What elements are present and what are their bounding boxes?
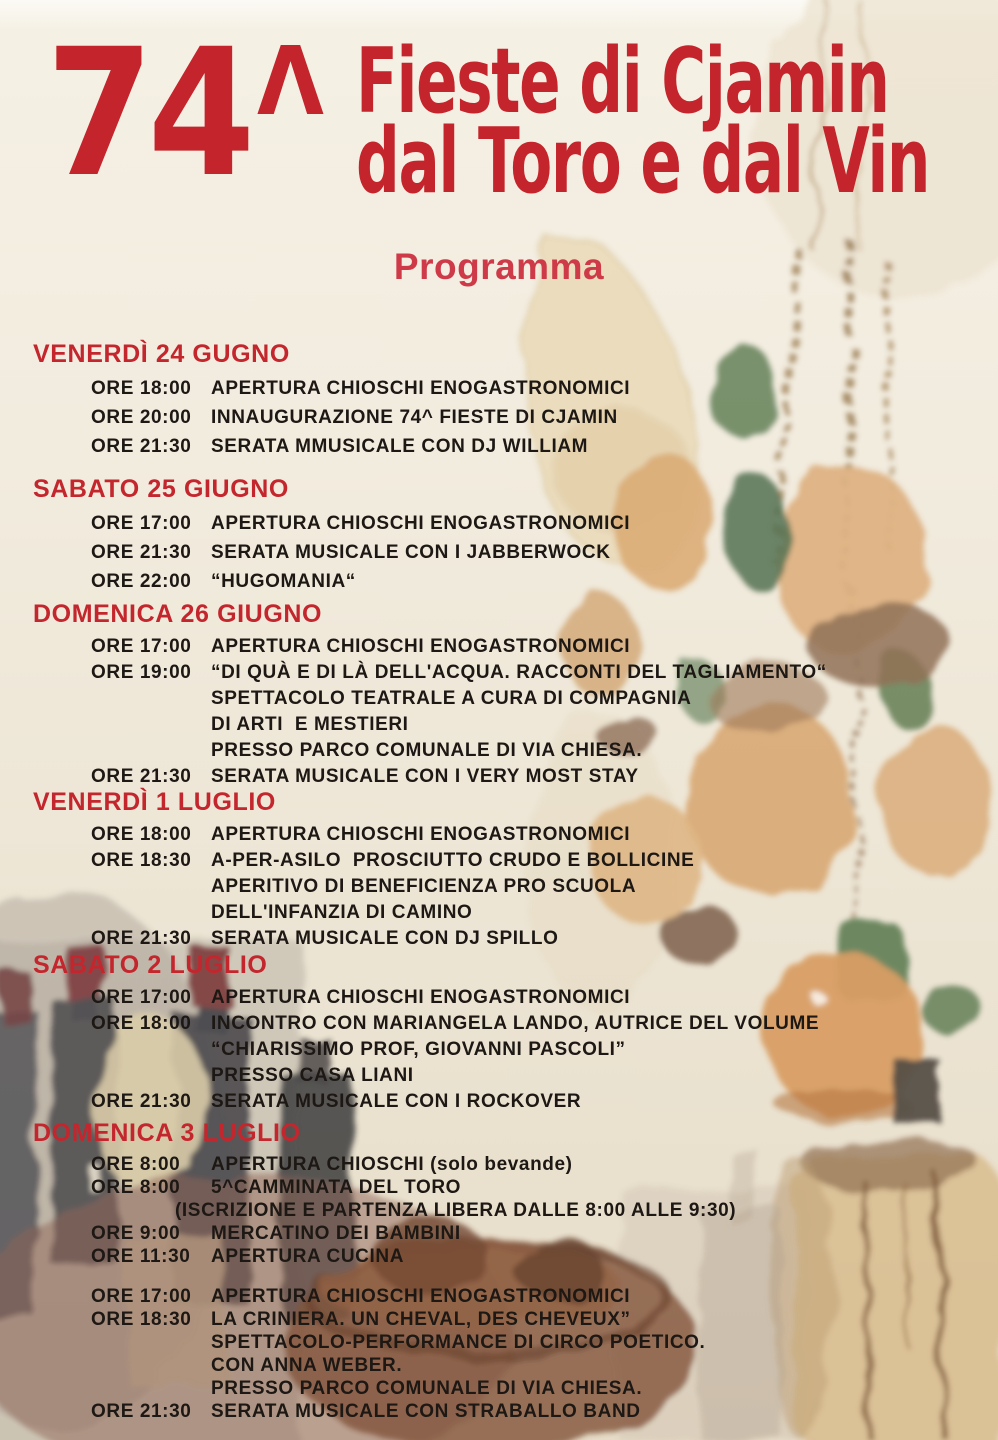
- event-line: “HUGOMANIA“: [211, 571, 356, 592]
- event-desc: [211, 764, 985, 790]
- event-row: [33, 538, 985, 567]
- edition-ordinal-mark: Λ: [256, 28, 324, 137]
- event-line: APERTURA CHIOSCHI (solo bevande): [211, 1154, 573, 1175]
- event-desc: [211, 1222, 985, 1245]
- event-time: ORE 17:00: [91, 1286, 192, 1307]
- event-line: APERTURA CHIOSCHI ENOGASTRONOMICI: [211, 513, 631, 534]
- event-desc: [211, 822, 985, 848]
- event-row: [33, 1222, 985, 1245]
- event-desc: [211, 634, 985, 660]
- event-desc: [211, 1011, 985, 1089]
- event-line: SPETTACOLO TEATRALE A CURA DI COMPAGNIA: [211, 688, 692, 709]
- event-desc: [211, 509, 985, 538]
- event-desc: [211, 432, 985, 461]
- event-line: “CHIARISSIMO PROF, GIOVANNI PASCOLI”: [211, 1039, 626, 1060]
- event-line: 5^CAMMINATA DEL TORO: [211, 1177, 462, 1198]
- event-row: [33, 1400, 985, 1423]
- event-time: ORE 18:00: [91, 1013, 192, 1034]
- day-heading: SABATO 25 GIUGNO: [33, 475, 289, 503]
- programma-subtitle: Programma: [393, 246, 605, 287]
- event-desc: [211, 926, 985, 952]
- event-time: ORE 21:30: [91, 928, 192, 949]
- event-time: ORE 21:30: [91, 542, 192, 563]
- event-line: APERTURA CHIOSCHI ENOGASTRONOMICI: [211, 987, 631, 1008]
- day-section-domenica-26: [33, 600, 985, 790]
- event-time: ORE 11:30: [91, 1246, 191, 1267]
- event-desc: [211, 1285, 985, 1308]
- event-time: ORE 18:00: [91, 378, 192, 399]
- event-line: PRESSO PARCO COMUNALE DI VIA CHIESA.: [211, 740, 643, 761]
- event-time: ORE 18:30: [91, 1309, 192, 1330]
- edition-number: 74: [46, 11, 250, 216]
- event-row: [33, 1308, 985, 1400]
- event-time: ORE 9:00: [91, 1223, 181, 1244]
- event-time: ORE 21:30: [91, 436, 192, 457]
- event-line: SERATA MUSICALE CON I VERY MOST STAY: [211, 766, 639, 787]
- day-heading: VENERDÌ 1 LUGLIO: [33, 788, 276, 816]
- event-line: LA CRINIERA. UN CHEVAL, DES CHEVEUX”: [211, 1309, 631, 1330]
- event-line: INNAUGURAZIONE 74^ FIESTE DI CJAMIN: [211, 407, 618, 428]
- event-line: SERATA MUSICALE CON DJ SPILLO: [211, 928, 559, 949]
- event-line: APERTURA CHIOSCHI ENOGASTRONOMICI: [211, 378, 631, 399]
- title-line-1: Fieste di Cjamin: [355, 29, 889, 134]
- event-row: [33, 1089, 985, 1115]
- title-lines: [355, 29, 998, 214]
- event-row: [33, 660, 985, 764]
- day-heading: VENERDÌ 24 GUGNO: [33, 340, 290, 368]
- event-line: SERATA MMUSICALE CON DJ WILLIAM: [211, 436, 589, 457]
- event-line: (ISCRIZIONE E PARTENZA LIBERA DALLE 8:00 ALLE 9:30): [175, 1200, 737, 1221]
- event-line: SERATA MUSICALE CON I JABBERWOCK: [211, 542, 611, 563]
- event-row: [33, 822, 985, 848]
- event-row: [33, 764, 985, 790]
- event-desc: [211, 1308, 985, 1400]
- day-heading: DOMENICA 3 LUGLIO: [33, 1119, 301, 1147]
- event-row: [33, 1245, 985, 1268]
- day-section-sabato-25: [33, 475, 985, 596]
- event-line: PRESSO PARCO COMUNALE DI VIA CHIESA.: [211, 1378, 643, 1399]
- event-desc: [211, 567, 985, 596]
- event-time: ORE 17:00: [91, 513, 192, 534]
- event-line: SERATA MUSICALE CON I ROCKOVER: [211, 1091, 582, 1112]
- day-section-venerdi-24: [33, 340, 985, 461]
- event-time: ORE 21:30: [91, 766, 192, 787]
- event-time: ORE 18:30: [91, 850, 192, 871]
- event-line: SPETTACOLO-PERFORMANCE DI CIRCO POETICO.: [211, 1332, 706, 1353]
- event-desc: [211, 1400, 985, 1423]
- day-heading: DOMENICA 26 GIUGNO: [33, 600, 323, 628]
- event-row: [33, 432, 985, 461]
- event-line: APERTURA CHIOSCHI ENOGASTRONOMICI: [211, 824, 631, 845]
- day-section-sabato-2: [33, 951, 985, 1115]
- event-line: A-PER-ASILO PROSCIUTTO CRUDO E BOLLICINE: [211, 850, 695, 871]
- event-time: ORE 21:30: [91, 1091, 192, 1112]
- event-desc: [211, 1153, 985, 1176]
- event-row: [33, 509, 985, 538]
- event-time: ORE 17:00: [91, 987, 192, 1008]
- event-time: ORE 18:00: [91, 824, 192, 845]
- title-line-2: dal Toro e dal Vin: [355, 109, 929, 214]
- event-desc: [211, 538, 985, 567]
- event-row: [33, 634, 985, 660]
- event-desc: [211, 1245, 985, 1268]
- event-row: [33, 985, 985, 1011]
- event-time: ORE 22:00: [91, 571, 192, 592]
- event-time: ORE 19:00: [91, 662, 192, 683]
- day-heading: SABATO 2 LUGLIO: [33, 951, 268, 979]
- day-section-venerdi-1: [33, 788, 985, 952]
- event-row: [33, 848, 985, 926]
- event-line: APERITIVO DI BENEFICIENZA PRO SCUOLA: [211, 876, 637, 897]
- event-line: SERATA MUSICALE CON STRABALLO BAND: [211, 1401, 641, 1422]
- event-time: ORE 8:00: [91, 1177, 181, 1198]
- event-line: MERCATINO DEI BAMBINI: [211, 1223, 461, 1244]
- event-line: APERTURA CHIOSCHI ENOGASTRONOMICI: [211, 636, 631, 657]
- event-row: [33, 1176, 985, 1222]
- event-desc: [211, 374, 985, 403]
- event-line: INCONTRO CON MARIANGELA LANDO, AUTRICE DEL VOLUME: [211, 1013, 820, 1034]
- event-desc: [211, 985, 985, 1011]
- event-desc: [211, 848, 985, 926]
- event-line: APERTURA CUCINA: [211, 1246, 405, 1267]
- event-row: [33, 1011, 985, 1089]
- event-line: DI ARTI E MESTIERI: [211, 714, 409, 735]
- event-row: [33, 926, 985, 952]
- event-line: “DI QUÀ E DI LÀ DELL'ACQUA. RACCONTI DEL TAGLIAMENTO“: [211, 662, 827, 683]
- event-line: CON ANNA WEBER.: [211, 1355, 403, 1376]
- edition-badge: [46, 11, 330, 216]
- event-line: PRESSO CASA LIANI: [211, 1065, 414, 1086]
- event-desc: [211, 1089, 985, 1115]
- event-row: [33, 403, 985, 432]
- event-row: [33, 567, 985, 596]
- event-desc: [175, 1176, 985, 1222]
- day-section-domenica-3: [33, 1119, 985, 1423]
- poster-title: [46, 11, 998, 216]
- event-time: ORE 8:00: [91, 1154, 181, 1175]
- event-row: [33, 1285, 985, 1308]
- event-row: [33, 1153, 985, 1176]
- event-time: ORE 21:30: [91, 1401, 192, 1422]
- event-line: DELL'INFANZIA DI CAMINO: [211, 902, 473, 923]
- event-row: [33, 374, 985, 403]
- event-time: ORE 20:00: [91, 407, 192, 428]
- event-desc: [211, 660, 985, 764]
- event-time: ORE 17:00: [91, 636, 192, 657]
- event-line: APERTURA CHIOSCHI ENOGASTRONOMICI: [211, 1286, 631, 1307]
- event-desc: [211, 403, 985, 432]
